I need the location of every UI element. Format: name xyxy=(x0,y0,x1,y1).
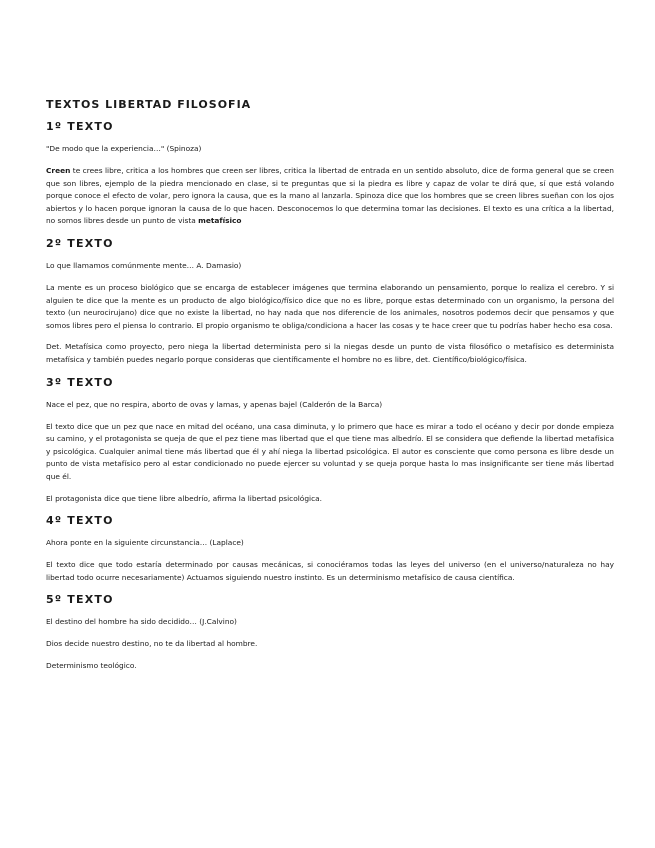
section-paragraph: El protagonista dice que tiene libre albedrío, afirma la libertad psicológica. xyxy=(46,493,323,503)
section-heading: 2º TEXTO xyxy=(46,236,114,250)
section-paragraph: La mente es un proceso biológico que se encarga de establecer imágenes que termina elaborando un pensamiento, porque lo realiza el cerebro. Y si alguien te dice que la mente es un producto de algo biológico/físico dice que no es libre, porque estas determinado con un organismo, la persona del texto (un neurocirujano) dice que no existe la libertad, no hay nada que nos diferencie de los animales, nosotros podemos decir que pensamos y que somos libres pero el piensa lo contrario. El propio organismo te obliga/condiciona a hacer las cosas y te hace creer que tu podrías haber hecho esa cosa. xyxy=(46,282,614,330)
paragraph-text: te crees libre, critica a los hombres que creen ser libres, critica la libertad de entrada en un sentido absoluto, dice de forma general que se creen que son libres, ejemplo de la piedra mencionado en clase, si te preguntas que si la piedra es libre y capaz de volar te dirá que, sí que está volando porque conoce el efecto de volar, pero ignora la causa, que es la mano al lanzarla. Spinoza dice que los hombres que se creen libres sueñan con los ojos abiertos y lo hacen porque ignoran la causa de lo que hacen. Desconocemos lo que determina tomar las decisiones. El texto es una crítica a la libertad, no somos libres desde un punto de vista xyxy=(46,166,614,226)
section-3 xyxy=(46,376,614,506)
section-heading: 4º TEXTO xyxy=(46,514,114,528)
bold-word: metafísico xyxy=(198,216,242,226)
section-heading: 3º TEXTO xyxy=(46,375,114,389)
section-quote: Lo que llamamos comúnmente mente… A. Damasio) xyxy=(46,260,242,270)
section-paragraph xyxy=(46,165,614,228)
section-quote: El destino del hombre ha sido decidido… (J.Calvino) xyxy=(46,617,237,627)
section-paragraph: Det. Metafísica como proyecto, pero niega la libertad determinista pero si la niegas desde un punto de vista filosófico o metafísico es determinista metafísica y también puedes negarlo porque consideras que científicamente el hombre no es libre, det. Científico/biológico/física. xyxy=(46,342,614,364)
section-quote: Ahora ponte en la siguiente circunstancia… (Laplace) xyxy=(46,538,244,548)
document-title: TEXTOS LIBERTAD FILOSOFIA xyxy=(46,98,252,111)
section-paragraph: El texto dice que un pez que nace en mitad del océano, una casa diminuta, y lo primero que hace es mirar a todo el océano y decir por donde empieza su camino, y el protagonista se queja de que el pez tiene mas libertad que el que tiene mas albedrío. El se considera que defiende la libertad metafísica y psicológica. Cualquier animal tiene más libertad que él y ahí niega la libertad psicológica. El autor es consciente que como persona es libre desde un punto de vista metafísico pero al estar condicionado no puede ejercer su voluntad y se queja porque hasta lo mas insignificante ser tiene más libertad que él. xyxy=(46,421,614,481)
section-heading: 5º TEXTO xyxy=(46,593,114,607)
section-paragraph: El texto dice que todo estaría determinado por causas mecánicas, si conociéramos todas las leyes del universo (en el universo/naturaleza no hay libertad todo ocurre necesariamente) Actuamos siguiendo nuestro instinto. Es un determinismo metafísico de causa científica. xyxy=(46,560,614,582)
section-4 xyxy=(46,514,614,584)
section-5 xyxy=(46,593,614,672)
document-page xyxy=(46,98,614,681)
bold-word: Creen xyxy=(46,166,71,175)
section-quote: "De modo que la experiencia…" (Spinoza) xyxy=(46,144,202,153)
section-2 xyxy=(46,237,614,367)
section-1 xyxy=(46,120,614,228)
section-paragraph: Dios decide nuestro destino, no te da libertad al hombre. xyxy=(46,639,258,649)
section-quote: Nace el pez, que no respira, aborto de ovas y lamas, y apenas bajel (Calderón de la Barca) xyxy=(46,399,383,409)
section-heading: 1º TEXTO xyxy=(46,120,114,133)
section-paragraph: Determinismo teológico. xyxy=(46,660,137,670)
